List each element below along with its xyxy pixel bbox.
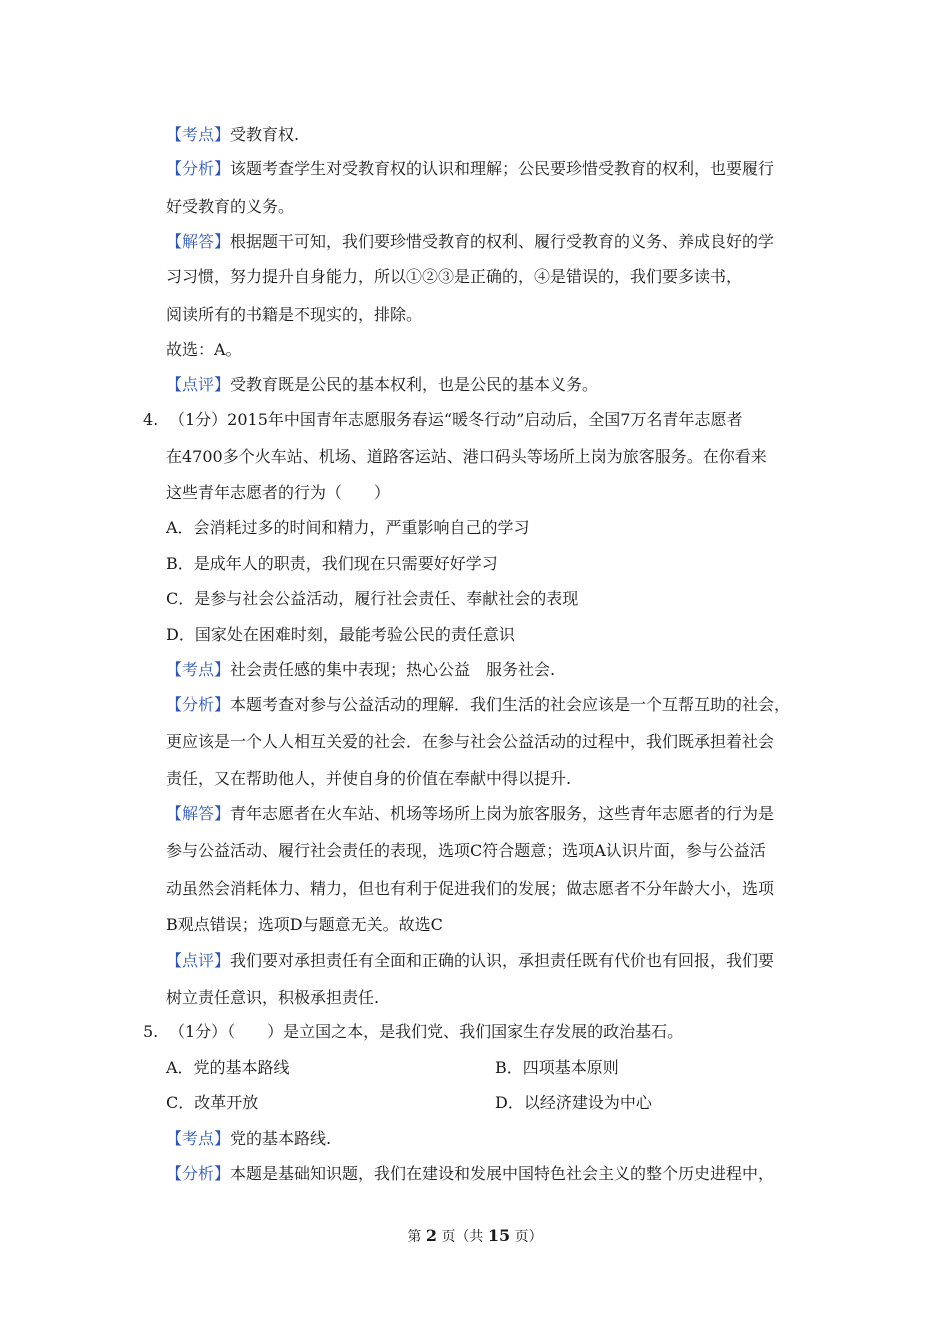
tag-fenxi: 【分析】: [166, 1164, 231, 1183]
q3-dianping-text: 受教育既是公民的基本权利，也是公民的基本义务。: [230, 375, 599, 394]
q5-option-d: D．以经济建设为中心: [495, 1093, 652, 1112]
q5-fenxi: [166, 1163, 816, 1185]
footer-pre: 第: [407, 1229, 422, 1245]
q4-jieda-line: B观点错误；选项D与题意无关。故选C: [166, 915, 443, 934]
q4-option-d: D．国家处在困难时刻，最能考验公民的责任意识: [166, 625, 515, 644]
q4-option-a: A．会消耗过多的时间和精力，严重影响自己的学习: [166, 518, 530, 537]
page-footer: [0, 1225, 950, 1248]
q4-jieda: [166, 803, 816, 825]
q5-fenxi-text: 本题是基础知识题，我们在建设和发展中国特色社会主义的整个历史进程中，: [230, 1164, 775, 1183]
q5-option-c: C．改革开放: [166, 1093, 259, 1112]
footer-page-number: 2: [425, 1226, 437, 1245]
q5-option-a: A．党的基本路线: [166, 1058, 290, 1077]
q4-fenxi-line: 本题考查对参与公益活动的理解．我们生活的社会应该是一个互帮互助的社会，: [230, 695, 791, 714]
footer-mid: 页（共: [441, 1229, 484, 1245]
tag-kaodian: 【考点】: [166, 1129, 231, 1148]
q5-kaodian: [166, 1128, 816, 1150]
q4-kaodian: [166, 659, 816, 681]
tag-fenxi: 【分析】: [166, 159, 231, 178]
q3-jieda-line: 阅读所有的书籍是不现实的，排除。: [166, 305, 423, 324]
q4-kaodian-text: 社会责任感的集中表现；热心公益 服务社会.: [230, 660, 556, 679]
tag-dianping: 【点评】: [166, 375, 231, 394]
tag-jieda: 【解答】: [166, 804, 231, 823]
tag-jieda: 【解答】: [166, 232, 231, 251]
q3-fenxi-line: 该题考查学生对受教育权的认识和理解；公民要珍惜受教育的权利，也要履行: [230, 159, 775, 178]
footer-total-pages: 15: [487, 1226, 511, 1245]
q3-kaodian: [166, 124, 816, 146]
q3-jieda: [166, 231, 816, 253]
q5-number: 5.: [143, 1022, 159, 1041]
q5-option-b: B．四项基本原则: [495, 1058, 619, 1077]
q4-jieda-line: 动虽然会消耗体力、精力，但也有利于促进我们的发展；做志愿者不分年龄大小，选项: [166, 879, 775, 898]
q4-fenxi-line: 更应该是一个人人相互关爱的社会．在参与社会公益活动的过程中，我们既承担着社会: [166, 732, 775, 751]
tag-dianping: 【点评】: [166, 951, 231, 970]
q4-fenxi: [166, 694, 816, 716]
q4-option-b: B．是成年人的职责，我们现在只需要好好学习: [166, 554, 498, 573]
q4-stem-line: （1分）2015年中国青年志愿服务春运“暖冬行动”启动后，全国7万名青年志愿者: [169, 410, 743, 429]
q4-jieda-line: 参与公益活动、履行社会责任的表现，选项C符合题意；选项A认识片面，参与公益活: [166, 841, 766, 860]
q4-dianping: [166, 950, 816, 972]
q3-jieda-line: 根据题干可知，我们要珍惜受教育的权利、履行受教育的义务、养成良好的学: [230, 232, 775, 251]
tag-fenxi: 【分析】: [166, 695, 231, 714]
q4-dianping-line: 我们要对承担责任有全面和正确的认识，承担责任既有代价也有回报，我们要: [230, 951, 775, 970]
q4-stem-line: 在4700多个火车站、机场、道路客运站、港口码头等场所上岗为旅客服务。在你看来: [166, 447, 767, 466]
footer-post: 页）: [514, 1229, 543, 1245]
q3-kaodian-text: 受教育权.: [230, 125, 300, 144]
q3-jieda-line: 习习惯，努力提升自身能力，所以①②③是正确的，④是错误的，我们要多读书，: [166, 267, 743, 286]
q4-number: 4.: [143, 410, 159, 429]
q4-option-c: C．是参与社会公益活动，履行社会责任、奉献社会的表现: [166, 589, 579, 608]
q3-fenxi: [166, 158, 816, 180]
q4-jieda-line: 青年志愿者在火车站、机场等场所上岗为旅客服务，这些青年志愿者的行为是: [230, 804, 775, 823]
q3-fenxi-line: 好受教育的义务。: [166, 197, 295, 216]
q4-stem-line: 这些青年志愿者的行为（ ）: [166, 483, 391, 502]
tag-kaodian: 【考点】: [166, 660, 231, 679]
q3-answer: 故选：A。: [166, 340, 242, 359]
q3-dianping: [166, 374, 816, 396]
q4-fenxi-line: 责任，又在帮助他人，并使自身的价值在奉献中得以提升.: [166, 769, 572, 788]
tag-kaodian: 【考点】: [166, 125, 231, 144]
q4-dianping-line: 树立责任意识，积极承担责任.: [166, 988, 380, 1007]
q5-kaodian-text: 党的基本路线.: [230, 1129, 332, 1148]
q5-stem: （1分）（ ）是立国之本，是我们党、我们国家生存发展的政治基石。: [169, 1022, 684, 1041]
